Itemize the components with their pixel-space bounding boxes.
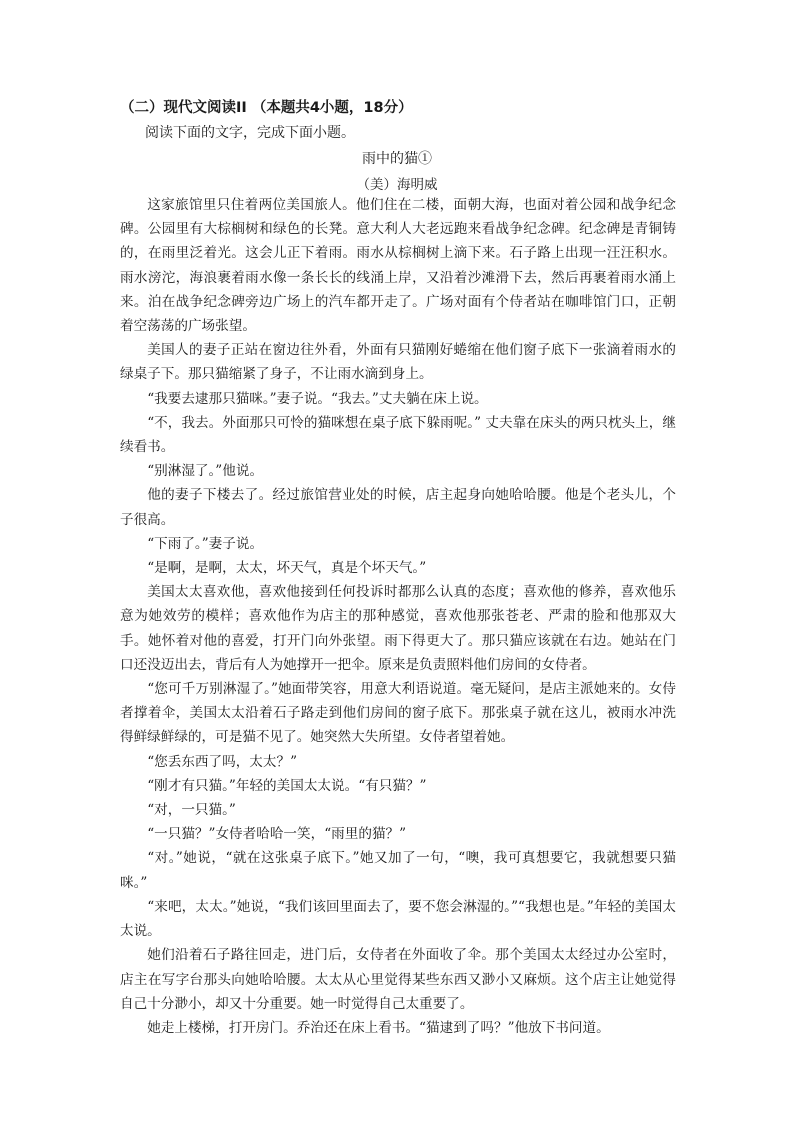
paragraph: “来吧，太太。”她说，“我们该回里面去了，要不您会淋湿的。”“我想也是。”年轻的美国太太说。 [120, 898, 676, 940]
paragraph: “您可千万别淋湿了。”她面带笑容，用意大利语说道。毫无疑问，是店主派她来的。女侍者撑着伞，美国太太沿着石子路走到他们房间的窗子底下。那张桌子就在这儿，被雨水冲洗得鲜绿鲜绿的，可是猫不见了。她突然大失所望。女侍者望着她。 [120, 681, 676, 746]
story-title: 雨中的猫① [362, 151, 432, 167]
paragraph: 她走上楼梯，打开房门。乔治还在床上看书。“猫逮到了吗？”他放下书问道。 [147, 1019, 610, 1036]
reading-instruction: 阅读下面的文字，完成下面小题。 [145, 125, 355, 141]
paragraph: “对，一只猫。” [147, 802, 236, 819]
section-header: （二）现代文阅读II （本题共4小题，18分） [120, 100, 413, 116]
paragraph: 她们沿着石子路往回走，进门后，女侍者在外面收了伞。那个美国太太经过办公室时，店主在写字台那头向她哈哈腰。太太从心里觉得某些东西又渺小又麻烦。这个店主让她觉得自己十分渺小，却又十分重要。她一时觉得自己太重要了。 [120, 947, 676, 1012]
paragraph: “下雨了。”妻子说。 [147, 535, 264, 552]
paragraph: “别淋湿了。”他说。 [147, 463, 264, 480]
paragraph: “您丢东西了吗，太太？” [147, 753, 298, 770]
paragraph: 美国太太喜欢他，喜欢他接到任何投诉时都那么认真的态度；喜欢他的修养，喜欢他乐意为她效劳的模样；喜欢他作为店主的那种感觉，喜欢他那张苍老、严肃的脸和他那双大手。她怀着对他的喜爱，打开门向外张望。雨下得更大了。那只猫应该就在右边。她站在门口还没迈出去，背后有人为她撑开一把伞。原来是负责照料他们房间的女侍者。 [120, 584, 676, 673]
paragraph: “刚才有只猫。”年轻的美国太太说。“有只猫？” [147, 777, 427, 794]
paragraph: “是啊，是啊，太太，坏天气，真是个坏天气。” [147, 560, 427, 577]
paragraph: 美国人的妻子正站在窗边往外看，外面有只猫刚好蜷缩在他们窗子底下一张滴着雨水的绿桌子下。那只猫缩紧了身子，不让雨水滴到身上。 [120, 342, 676, 383]
paragraph: 他的妻子下楼去了。经过旅馆营业处的时候，店主起身向她哈哈腰。他是个老头儿，个子很高。 [120, 487, 676, 528]
story-author: （美）海明威 [356, 177, 438, 193]
paragraph: “我要去逮那只猫咪。”妻子说。“我去。”丈夫躺在床上说。 [147, 390, 488, 407]
paragraph: “对。”她说，“就在这张桌子底下。”她又加了一句，“噢，我可真想要它，我就想要只猫咪。” [120, 850, 676, 891]
paragraph: 这家旅馆里只住着两位美国旅人。他们住在二楼，面朝大海，也面对着公园和战争纪念碑。公园里有大棕榈树和绿色的长凳。意大利人大老远跑来看战争纪念碑。纪念碑是青铜铸的，在雨里泛着光。这会儿正下着雨。雨水从棕榈树上滴下来。石子路上出现一汪汪积水。雨水滂沱，海浪裹着雨水像一条长长的线涌上岸，又沿着沙滩滑下去，然后再裹着雨水涌上来。泊在战争纪念碑旁边广场上的汽车都开走了。广场对面有个侍者站在咖啡馆门口，正朝着空荡荡的广场张望。 [120, 197, 676, 335]
paragraph: “不，我去。外面那只可怜的猫咪想在桌子底下躲雨呢。” 丈夫靠在床头的两只枕头上，继续看书。 [120, 414, 676, 456]
paragraph: “一只猫？”女侍者哈哈一笑，“雨里的猫？” [147, 826, 407, 843]
story-body [120, 193, 676, 1040]
